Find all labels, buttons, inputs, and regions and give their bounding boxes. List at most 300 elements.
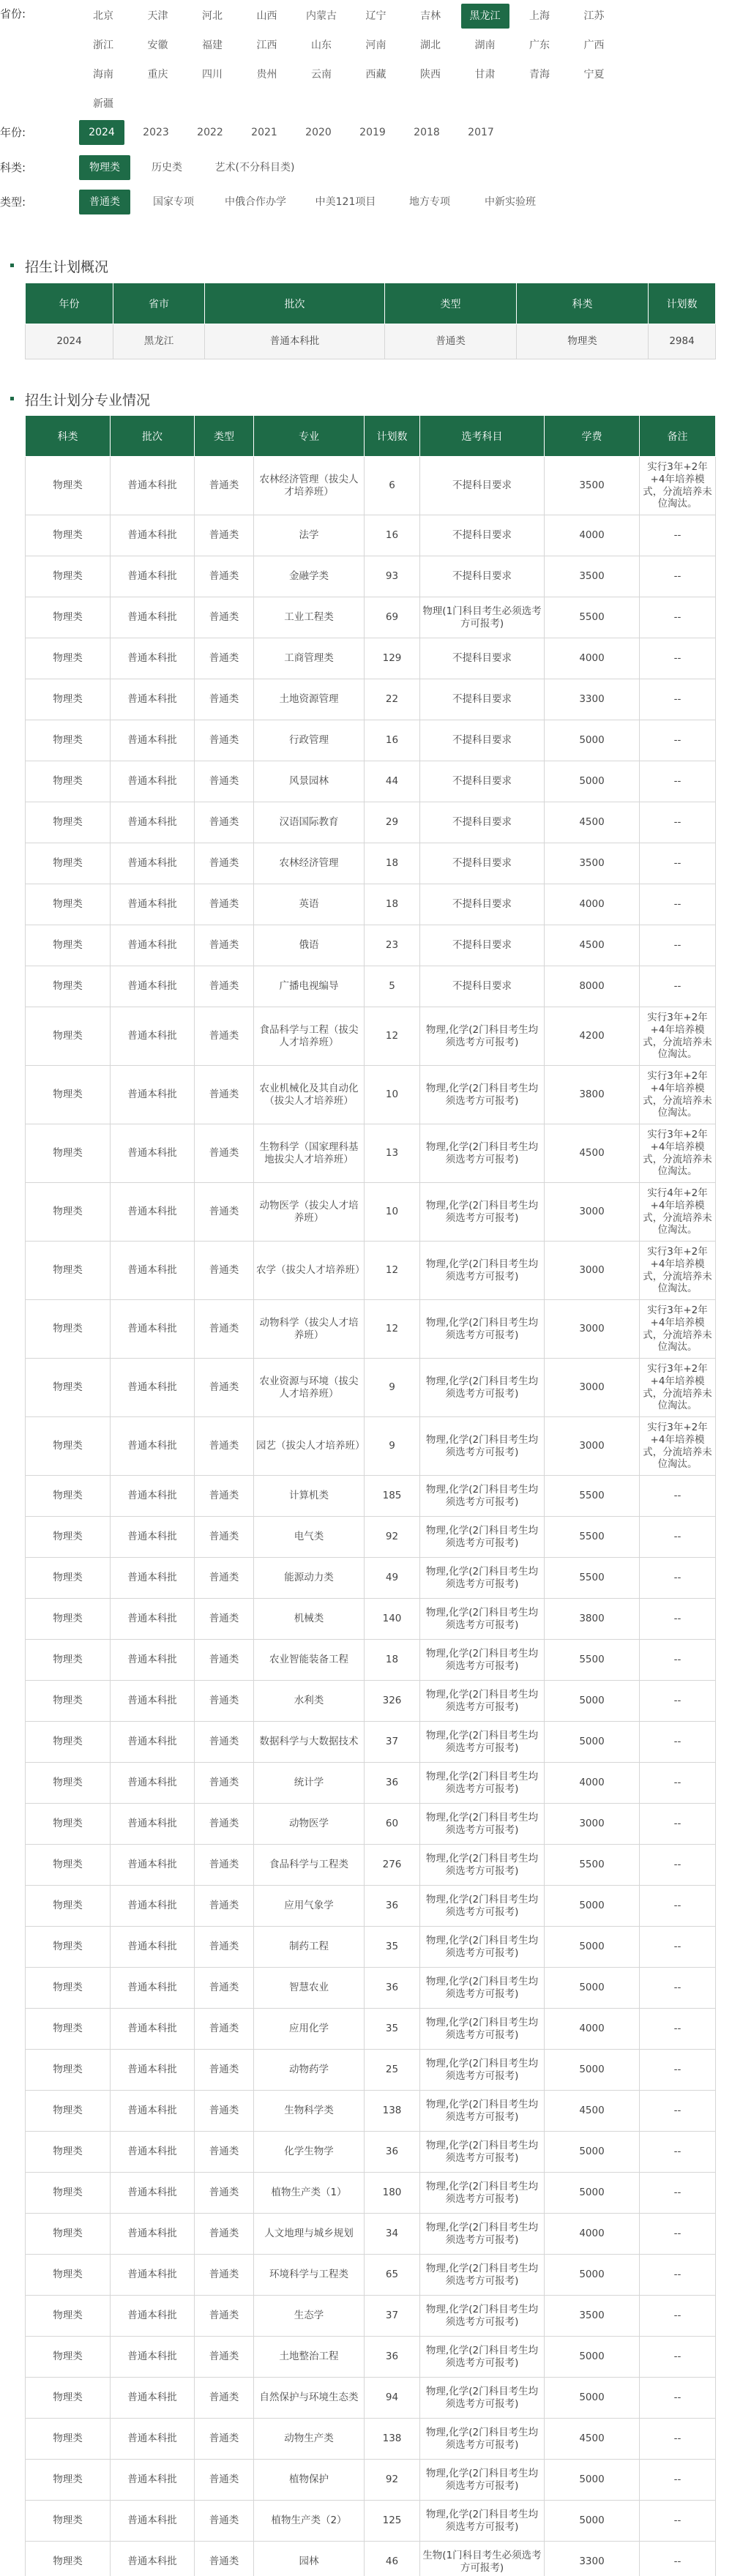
table-cell: 普通本科批 xyxy=(111,1763,195,1804)
table-row xyxy=(26,457,716,515)
table-cell: 普通本科批 xyxy=(111,843,195,884)
table-cell: 46 xyxy=(365,2542,420,2576)
table-cell: 140 xyxy=(365,1599,420,1640)
subject-option[interactable]: 物理类 xyxy=(79,155,130,180)
table-row xyxy=(26,2255,716,2296)
table-cell: 普通类 xyxy=(195,2419,254,2460)
table-row xyxy=(26,1517,716,1558)
table-cell: 物理,化学(2门科目考生均须选考方可报考) xyxy=(420,1558,545,1599)
table-cell: 12 xyxy=(365,1007,420,1066)
table-cell: 普通本科批 xyxy=(111,2009,195,2050)
table-row xyxy=(26,1763,716,1804)
table-cell: 9 xyxy=(365,1359,420,1417)
type-filter-label: 类型: xyxy=(0,195,26,209)
year-option[interactable]: 2021 xyxy=(251,127,277,138)
province-option[interactable]: 海南 xyxy=(93,69,113,81)
province-option[interactable]: 江西 xyxy=(256,40,277,51)
province-option[interactable]: 四川 xyxy=(202,69,223,81)
table-cell: 物理类 xyxy=(26,2501,111,2542)
province-option[interactable]: 天津 xyxy=(147,10,168,22)
table-cell: -- xyxy=(640,1558,716,1599)
table-row xyxy=(26,843,716,884)
table-cell: 普通类 xyxy=(195,1804,254,1845)
table-cell: 普通本科批 xyxy=(111,1476,195,1517)
table-cell: 物理类 xyxy=(26,1066,111,1124)
table-cell: 人文地理与城乡规划 xyxy=(254,2214,365,2255)
table-cell: 生物科学（国家理科基地拔尖人才培养班） xyxy=(254,1124,365,1183)
province-option[interactable]: 辽宁 xyxy=(365,10,386,22)
table-cell: 35 xyxy=(365,2009,420,2050)
table-cell: 智慧农业 xyxy=(254,1968,365,2009)
year-option[interactable]: 2022 xyxy=(197,127,223,138)
table-cell: -- xyxy=(640,2501,716,2542)
overview-header-cell: 计划数 xyxy=(649,283,716,324)
table-cell: 物理类 xyxy=(26,2009,111,2050)
table-cell: 普通类 xyxy=(195,1300,254,1359)
overview-cell: 2984 xyxy=(649,324,716,359)
table-cell: 4500 xyxy=(545,925,640,966)
table-cell: 16 xyxy=(365,515,420,556)
table-cell: 普通类 xyxy=(195,597,254,638)
table-cell: 44 xyxy=(365,761,420,802)
table-cell: 物理,化学(2门科目考生均须选考方可报考) xyxy=(420,2173,545,2214)
table-cell: 普通类 xyxy=(195,1968,254,2009)
table-cell: 汉语国际教育 xyxy=(254,802,365,843)
subject-option[interactable]: 艺术(不分科目类) xyxy=(214,162,295,173)
table-row xyxy=(26,679,716,720)
subject-filter-label: 科类: xyxy=(0,161,26,174)
table-cell: 物理,化学(2门科目考生均须选考方可报考) xyxy=(420,1763,545,1804)
table-cell: 普通类 xyxy=(195,1681,254,1722)
province-filter-label: 省份: xyxy=(0,7,26,20)
table-cell: 36 xyxy=(365,1763,420,1804)
table-cell: 12 xyxy=(365,1242,420,1300)
table-cell: -- xyxy=(640,1845,716,1886)
province-option[interactable]: 浙江 xyxy=(93,40,113,51)
table-cell: 4500 xyxy=(545,2091,640,2132)
table-cell: 普通本科批 xyxy=(111,925,195,966)
table-cell: 物理,化学(2门科目考生均须选考方可报考) xyxy=(420,2460,545,2501)
overview-header-cell: 类型 xyxy=(385,283,517,324)
table-cell: 物理类 xyxy=(26,2419,111,2460)
table-cell: 物理,化学(2门科目考生均须选考方可报考) xyxy=(420,2337,545,2378)
table-cell: 普通本科批 xyxy=(111,884,195,925)
table-cell: 5000 xyxy=(545,2255,640,2296)
table-row xyxy=(26,1359,716,1417)
table-cell: 5000 xyxy=(545,1927,640,1968)
year-filter-label: 年份: xyxy=(0,126,26,139)
table-cell: 6 xyxy=(365,457,420,515)
table-row xyxy=(26,1968,716,2009)
table-row xyxy=(26,1886,716,1927)
province-option[interactable]: 青海 xyxy=(529,69,550,81)
table-cell: 物理类 xyxy=(26,1007,111,1066)
overview-header-row xyxy=(26,283,716,324)
table-cell: 35 xyxy=(365,1927,420,1968)
province-option[interactable]: 内蒙古 xyxy=(306,10,337,22)
table-cell: 普通类 xyxy=(195,1722,254,1763)
table-cell: 5000 xyxy=(545,1968,640,2009)
table-cell: 普通类 xyxy=(195,2542,254,2576)
table-cell: 不提科目要求 xyxy=(420,884,545,925)
table-cell: 物理类 xyxy=(26,1927,111,1968)
table-cell: 物理类 xyxy=(26,1359,111,1417)
table-cell: -- xyxy=(640,2132,716,2173)
majors-header-cell: 计划数 xyxy=(365,416,420,457)
table-cell: -- xyxy=(640,802,716,843)
table-cell: 不提科目要求 xyxy=(420,638,545,679)
table-cell: 物理,化学(2门科目考生均须选考方可报考) xyxy=(420,2296,545,2337)
table-cell: 5000 xyxy=(545,2501,640,2542)
table-cell: 物理,化学(2门科目考生均须选考方可报考) xyxy=(420,1066,545,1124)
province-option[interactable]: 新疆 xyxy=(93,98,113,110)
province-option[interactable]: 广西 xyxy=(583,40,605,51)
table-cell: 普通类 xyxy=(195,556,254,597)
table-cell: 4200 xyxy=(545,1007,640,1066)
table-row xyxy=(26,1476,716,1517)
table-cell: 物理类 xyxy=(26,720,111,761)
table-cell: 普通本科批 xyxy=(111,1681,195,1722)
majors-header-cell: 类型 xyxy=(195,416,254,457)
table-cell: -- xyxy=(640,2091,716,2132)
table-row xyxy=(26,1927,716,1968)
table-row xyxy=(26,2050,716,2091)
table-cell: 普通本科批 xyxy=(111,1927,195,1968)
table-cell: -- xyxy=(640,884,716,925)
table-cell: 物理类 xyxy=(26,2091,111,2132)
year-option[interactable]: 2020 xyxy=(305,127,332,138)
type-option[interactable]: 地方专项 xyxy=(409,196,450,208)
table-cell: 36 xyxy=(365,1968,420,2009)
table-cell: 物理,化学(2门科目考生均须选考方可报考) xyxy=(420,2132,545,2173)
table-cell: 植物保护 xyxy=(254,2460,365,2501)
table-cell: 物理类 xyxy=(26,1599,111,1640)
table-cell: 应用气象学 xyxy=(254,1886,365,1927)
majors-header-cell: 专业 xyxy=(254,416,365,457)
table-cell: 普通类 xyxy=(195,2050,254,2091)
table-row xyxy=(26,2419,716,2460)
table-cell: 普通类 xyxy=(195,2501,254,2542)
table-cell: 普通类 xyxy=(195,720,254,761)
table-row xyxy=(26,2214,716,2255)
table-cell: 实行3年+2年+4年培养模式，分流培养未位淘汰。 xyxy=(640,457,716,515)
table-cell: 园艺（拔尖人才培养班） xyxy=(254,1417,365,1476)
year-option[interactable]: 2017 xyxy=(468,127,494,138)
table-cell: 物理,化学(2门科目考生均须选考方可报考) xyxy=(420,2378,545,2419)
table-cell: 125 xyxy=(365,2501,420,2542)
table-cell: 普通类 xyxy=(195,1845,254,1886)
table-cell: 49 xyxy=(365,1558,420,1599)
overview-cell: 黑龙江 xyxy=(113,324,205,359)
table-cell: 普通本科批 xyxy=(111,2173,195,2214)
table-cell: -- xyxy=(640,1804,716,1845)
table-cell: 能源动力类 xyxy=(254,1558,365,1599)
table-row xyxy=(26,2337,716,2378)
province-option[interactable]: 黑龙江 xyxy=(461,4,509,29)
table-cell: -- xyxy=(640,1476,716,1517)
table-cell: 物理类 xyxy=(26,1417,111,1476)
table-cell: 不提科目要求 xyxy=(420,761,545,802)
table-cell: -- xyxy=(640,843,716,884)
table-row xyxy=(26,2296,716,2337)
table-cell: 36 xyxy=(365,1886,420,1927)
overview-section-title: 招生计划概况 xyxy=(25,256,108,276)
table-cell: 物理,化学(2门科目考生均须选考方可报考) xyxy=(420,1359,545,1417)
table-cell: 4000 xyxy=(545,638,640,679)
table-row xyxy=(26,1558,716,1599)
table-cell: 农林经济管理 xyxy=(254,843,365,884)
table-cell: 5000 xyxy=(545,2337,640,2378)
table-cell: 普通本科批 xyxy=(111,1886,195,1927)
overview-header-cell: 批次 xyxy=(205,283,385,324)
table-cell: -- xyxy=(640,1640,716,1681)
table-cell: 普通本科批 xyxy=(111,2214,195,2255)
province-option[interactable]: 河北 xyxy=(202,10,223,22)
table-cell: 4000 xyxy=(545,1763,640,1804)
table-cell: -- xyxy=(640,1763,716,1804)
table-cell: 普通类 xyxy=(195,638,254,679)
province-option[interactable]: 山西 xyxy=(256,10,277,22)
table-cell: 不提科目要求 xyxy=(420,679,545,720)
table-cell: 物理,化学(2门科目考生均须选考方可报考) xyxy=(420,1007,545,1066)
table-cell: 物理类 xyxy=(26,1804,111,1845)
table-cell: 普通类 xyxy=(195,1640,254,1681)
table-cell: 不提科目要求 xyxy=(420,556,545,597)
province-option[interactable]: 宁夏 xyxy=(583,69,605,81)
table-cell: 风景园林 xyxy=(254,761,365,802)
year-option[interactable]: 2019 xyxy=(359,127,386,138)
table-cell: 物理类 xyxy=(26,1558,111,1599)
table-cell: 金融学类 xyxy=(254,556,365,597)
table-cell: 92 xyxy=(365,1517,420,1558)
table-cell: 4500 xyxy=(545,802,640,843)
table-cell: 化学生物学 xyxy=(254,2132,365,2173)
table-row xyxy=(26,1300,716,1359)
province-option[interactable]: 西藏 xyxy=(365,69,386,81)
table-cell: 物理类 xyxy=(26,2378,111,2419)
province-option[interactable]: 北京 xyxy=(93,10,113,22)
year-option[interactable]: 2024 xyxy=(79,120,124,145)
overview-header-cell: 科类 xyxy=(517,283,649,324)
table-row xyxy=(26,884,716,925)
table-cell: 5500 xyxy=(545,1517,640,1558)
table-cell: 物理,化学(2门科目考生均须选考方可报考) xyxy=(420,1804,545,1845)
table-cell: -- xyxy=(640,597,716,638)
type-option[interactable]: 普通类 xyxy=(79,190,130,214)
province-option[interactable]: 吉林 xyxy=(420,10,441,22)
majors-header-row xyxy=(26,416,716,457)
type-option[interactable]: 中俄合作办学 xyxy=(225,196,286,208)
table-cell: 3500 xyxy=(545,2296,640,2337)
table-cell: 物理类 xyxy=(26,884,111,925)
table-cell: 普通类 xyxy=(195,761,254,802)
table-cell: 3000 xyxy=(545,1417,640,1476)
province-option[interactable]: 贵州 xyxy=(256,69,277,81)
table-row xyxy=(26,2173,716,2214)
table-cell: -- xyxy=(640,1599,716,1640)
table-cell: 动物生产类 xyxy=(254,2419,365,2460)
table-cell: 物理,化学(2门科目考生均须选考方可报考) xyxy=(420,1124,545,1183)
table-cell: 英语 xyxy=(254,884,365,925)
province-option[interactable]: 广东 xyxy=(529,40,550,51)
table-cell: 物理,化学(2门科目考生均须选考方可报考) xyxy=(420,1242,545,1300)
table-cell: 普通类 xyxy=(195,2173,254,2214)
province-option[interactable]: 云南 xyxy=(311,69,332,81)
table-cell: 自然保护与环境生态类 xyxy=(254,2378,365,2419)
table-cell: 土地资源管理 xyxy=(254,679,365,720)
table-cell: 物理,化学(2门科目考生均须选考方可报考) xyxy=(420,2050,545,2091)
table-cell: 138 xyxy=(365,2091,420,2132)
table-row xyxy=(26,925,716,966)
table-cell: 普通本科批 xyxy=(111,1722,195,1763)
table-cell: 物理,化学(2门科目考生均须选考方可报考) xyxy=(420,1517,545,1558)
table-cell: 普通类 xyxy=(195,1066,254,1124)
table-cell: 普通本科批 xyxy=(111,1517,195,1558)
table-cell: -- xyxy=(640,2542,716,2576)
majors-table-body xyxy=(26,457,716,2576)
table-cell: 3000 xyxy=(545,1300,640,1359)
table-cell: 普通本科批 xyxy=(111,2091,195,2132)
table-cell: 5000 xyxy=(545,720,640,761)
table-row xyxy=(26,1845,716,1886)
table-cell: -- xyxy=(640,1968,716,2009)
province-option[interactable]: 陕西 xyxy=(420,69,441,81)
table-cell: 29 xyxy=(365,802,420,843)
table-cell: 普通本科批 xyxy=(111,1066,195,1124)
table-cell: 普通本科批 xyxy=(111,2132,195,2173)
table-cell: 普通本科批 xyxy=(111,1968,195,2009)
table-cell: 动物医学（拔尖人才培养班） xyxy=(254,1183,365,1242)
table-cell: 物理类 xyxy=(26,1640,111,1681)
table-row xyxy=(26,720,716,761)
table-cell: 实行3年+2年+4年培养模式，分流培养未位淘汰。 xyxy=(640,1124,716,1183)
province-option[interactable]: 重庆 xyxy=(147,69,168,81)
table-cell: 物理类 xyxy=(26,1722,111,1763)
majors-header-cell: 批次 xyxy=(111,416,195,457)
table-cell: 物理类 xyxy=(26,1968,111,2009)
table-cell: 物理,化学(2门科目考生均须选考方可报考) xyxy=(420,1640,545,1681)
table-cell: 3800 xyxy=(545,1599,640,1640)
table-cell: 10 xyxy=(365,1066,420,1124)
table-cell: 129 xyxy=(365,638,420,679)
type-option[interactable]: 中新实验班 xyxy=(485,196,536,208)
table-cell: 5500 xyxy=(545,1558,640,1599)
province-option[interactable]: 河南 xyxy=(365,40,386,51)
majors-header-cell: 科类 xyxy=(26,416,111,457)
table-cell: 广播电视编导 xyxy=(254,966,365,1007)
subject-option[interactable]: 历史类 xyxy=(152,162,182,173)
table-cell: 5000 xyxy=(545,2378,640,2419)
table-cell: 实行3年+2年+4年培养模式，分流培养未位淘汰。 xyxy=(640,1007,716,1066)
table-cell: 行政管理 xyxy=(254,720,365,761)
table-cell: 普通类 xyxy=(195,2296,254,2337)
table-cell: 4000 xyxy=(545,2009,640,2050)
table-cell: 物理类 xyxy=(26,802,111,843)
table-cell: 普通本科批 xyxy=(111,1417,195,1476)
table-cell: 37 xyxy=(365,1722,420,1763)
table-cell: 34 xyxy=(365,2214,420,2255)
table-cell: 物理,化学(2门科目考生均须选考方可报考) xyxy=(420,1476,545,1517)
province-option[interactable]: 湖北 xyxy=(420,40,441,51)
table-cell: 物理类 xyxy=(26,1476,111,1517)
table-cell: 5500 xyxy=(545,1845,640,1886)
type-option[interactable]: 国家专项 xyxy=(153,196,194,208)
overview-cell: 普通本科批 xyxy=(205,324,385,359)
table-cell: -- xyxy=(640,925,716,966)
table-cell: 物理类 xyxy=(26,1242,111,1300)
table-cell: -- xyxy=(640,1927,716,1968)
table-cell: 物理类 xyxy=(26,597,111,638)
table-cell: 物理,化学(2门科目考生均须选考方可报考) xyxy=(420,2009,545,2050)
table-cell: 5000 xyxy=(545,2050,640,2091)
table-cell: 物理,化学(2门科目考生均须选考方可报考) xyxy=(420,1968,545,2009)
table-cell: 3500 xyxy=(545,457,640,515)
province-option[interactable]: 江苏 xyxy=(583,10,605,22)
table-cell: -- xyxy=(640,2173,716,2214)
table-cell: 不提科目要求 xyxy=(420,515,545,556)
table-cell: 物理,化学(2门科目考生均须选考方可报考) xyxy=(420,2214,545,2255)
table-cell: 农业机械化及其自动化（拔尖人才培养班） xyxy=(254,1066,365,1124)
table-cell: -- xyxy=(640,2337,716,2378)
table-cell: 普通类 xyxy=(195,1763,254,1804)
majors-section-title: 招生计划分专业情况 xyxy=(25,389,150,409)
table-row xyxy=(26,1124,716,1183)
table-cell: 实行3年+2年+4年培养模式，分流培养未位淘汰。 xyxy=(640,1359,716,1417)
table-cell: -- xyxy=(640,761,716,802)
overview-cell: 物理类 xyxy=(517,324,649,359)
table-cell: 食品科学与工程类 xyxy=(254,1845,365,1886)
table-cell: 23 xyxy=(365,925,420,966)
province-option[interactable]: 山东 xyxy=(311,40,332,51)
table-row xyxy=(26,761,716,802)
table-row xyxy=(26,1722,716,1763)
table-cell: 物理类 xyxy=(26,2050,111,2091)
table-cell: 普通本科批 xyxy=(111,1183,195,1242)
table-cell: 不提科目要求 xyxy=(420,925,545,966)
table-cell: 植物生产类（2） xyxy=(254,2501,365,2542)
table-cell: -- xyxy=(640,515,716,556)
table-cell: 实行4年+2年+4年培养模式，分流培养未位淘汰。 xyxy=(640,1183,716,1242)
province-option[interactable]: 甘肃 xyxy=(474,69,496,81)
province-option[interactable]: 上海 xyxy=(529,10,550,22)
table-cell: 3300 xyxy=(545,2542,640,2576)
table-cell: -- xyxy=(640,2050,716,2091)
table-cell: 土地整治工程 xyxy=(254,2337,365,2378)
table-cell: 3000 xyxy=(545,1242,640,1300)
table-cell: 普通类 xyxy=(195,1886,254,1927)
table-cell: 普通类 xyxy=(195,2378,254,2419)
table-cell: 普通类 xyxy=(195,2214,254,2255)
table-cell: 9 xyxy=(365,1417,420,1476)
table-cell: 普通类 xyxy=(195,2091,254,2132)
table-cell: -- xyxy=(640,2296,716,2337)
table-cell: 普通类 xyxy=(195,1242,254,1300)
table-cell: 普通类 xyxy=(195,2460,254,2501)
table-cell: 普通类 xyxy=(195,1558,254,1599)
table-cell: 物理,化学(2门科目考生均须选考方可报考) xyxy=(420,2091,545,2132)
type-option[interactable]: 中美121项目 xyxy=(315,196,376,208)
table-cell: 物理,化学(2门科目考生均须选考方可报考) xyxy=(420,1927,545,1968)
table-cell: 计算机类 xyxy=(254,1476,365,1517)
province-option[interactable]: 安徽 xyxy=(147,40,168,51)
province-option[interactable]: 福建 xyxy=(202,40,223,51)
table-cell: 普通本科批 xyxy=(111,1640,195,1681)
province-option[interactable]: 湖南 xyxy=(474,40,496,51)
year-option[interactable]: 2023 xyxy=(143,127,169,138)
table-cell: 普通本科批 xyxy=(111,1242,195,1300)
table-cell: 物理类 xyxy=(26,1183,111,1242)
year-option[interactable]: 2018 xyxy=(414,127,440,138)
